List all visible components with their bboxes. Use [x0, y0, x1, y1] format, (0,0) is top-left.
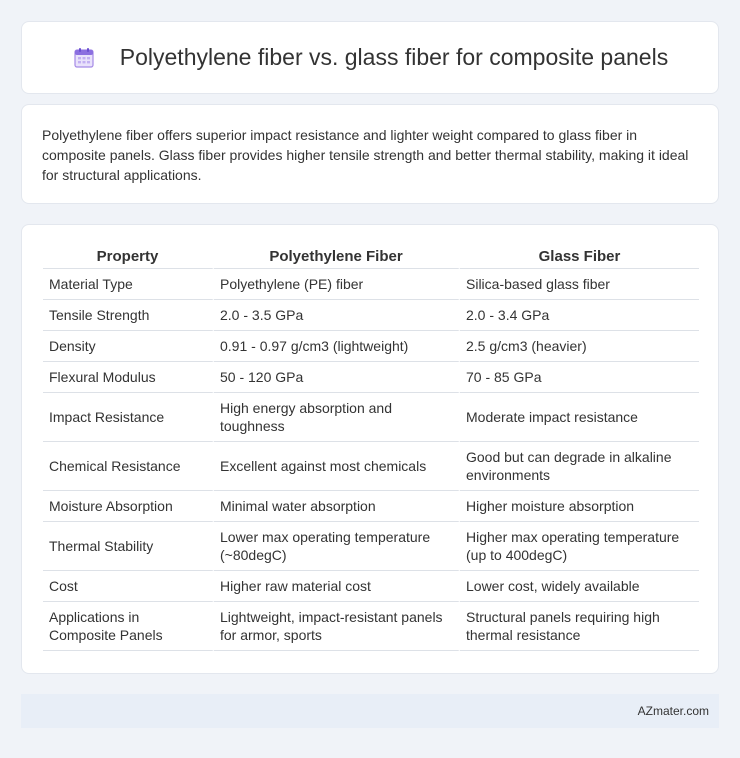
- glass-cell: Moderate impact resistance: [460, 393, 699, 442]
- table-row: [43, 362, 699, 393]
- header-glass-fiber: Glass Fiber: [460, 247, 699, 269]
- property-cell: Tensile Strength: [43, 300, 214, 331]
- polyethylene-cell: 0.91 - 0.97 g/cm3 (lightweight): [214, 331, 460, 362]
- glass-cell: Higher max operating temperature (up to 400degC): [460, 522, 699, 571]
- property-cell: Moisture Absorption: [43, 491, 214, 522]
- table-row: [43, 393, 699, 442]
- table-row: [43, 442, 699, 491]
- glass-cell: Structural panels requiring high thermal resistance: [460, 602, 699, 651]
- property-cell: Material Type: [43, 269, 214, 300]
- polyethylene-cell: High energy absorption and toughness: [214, 393, 460, 442]
- table-row: [43, 522, 699, 571]
- header-polyethylene-fiber: Polyethylene Fiber: [214, 247, 460, 269]
- table-row: [43, 269, 699, 300]
- glass-cell: Lower cost, widely available: [460, 571, 699, 602]
- property-cell: Density: [43, 331, 214, 362]
- footer-bar: [21, 694, 719, 728]
- page-title: Polyethylene fiber vs. glass fiber for composite panels: [119, 44, 669, 70]
- table-row: [43, 300, 699, 331]
- polyethylene-cell: Minimal water absorption: [214, 491, 460, 522]
- polyethylene-cell: Polyethylene (PE) fiber: [214, 269, 460, 300]
- comparison-table: [43, 247, 699, 651]
- glass-cell: Higher moisture absorption: [460, 491, 699, 522]
- comparison-card: [21, 224, 719, 674]
- glass-cell: 2.5 g/cm3 (heavier): [460, 331, 699, 362]
- summary-card: [21, 104, 719, 204]
- polyethylene-cell: 2.0 - 3.5 GPa: [214, 300, 460, 331]
- polyethylene-cell: Excellent against most chemicals: [214, 442, 460, 491]
- table-row: [43, 602, 699, 651]
- table-row: [43, 331, 699, 362]
- property-cell: Flexural Modulus: [43, 362, 214, 393]
- table-row: [43, 491, 699, 522]
- property-cell: Applications in Composite Panels: [43, 602, 214, 651]
- property-cell: Impact Resistance: [43, 393, 214, 442]
- calendar-icon: [72, 46, 96, 70]
- table-header-row: [43, 247, 699, 269]
- glass-cell: 2.0 - 3.4 GPa: [460, 300, 699, 331]
- glass-cell: Silica-based glass fiber: [460, 269, 699, 300]
- property-cell: Chemical Resistance: [43, 442, 214, 491]
- summary-text: Polyethylene fiber offers superior impact resistance and lighter weight compared to glass fiber in composite panels. Glass fiber provides higher tensile strength and better thermal stability, making it ideal for structural applications.: [42, 127, 689, 183]
- polyethylene-cell: Lower max operating temperature (~80degC): [214, 522, 460, 571]
- polyethylene-cell: Higher raw material cost: [214, 571, 460, 602]
- header-property: Property: [43, 247, 214, 269]
- polyethylene-cell: 50 - 120 GPa: [214, 362, 460, 393]
- title-row: [72, 44, 668, 71]
- title-card: [21, 21, 719, 94]
- polyethylene-cell: Lightweight, impact-resistant panels for armor, sports: [214, 602, 460, 651]
- glass-cell: Good but can degrade in alkaline environments: [460, 442, 699, 491]
- glass-cell: 70 - 85 GPa: [460, 362, 699, 393]
- footer-source: AZmater.com: [637, 704, 709, 718]
- property-cell: Cost: [43, 571, 214, 602]
- table-row: [43, 571, 699, 602]
- property-cell: Thermal Stability: [43, 522, 214, 571]
